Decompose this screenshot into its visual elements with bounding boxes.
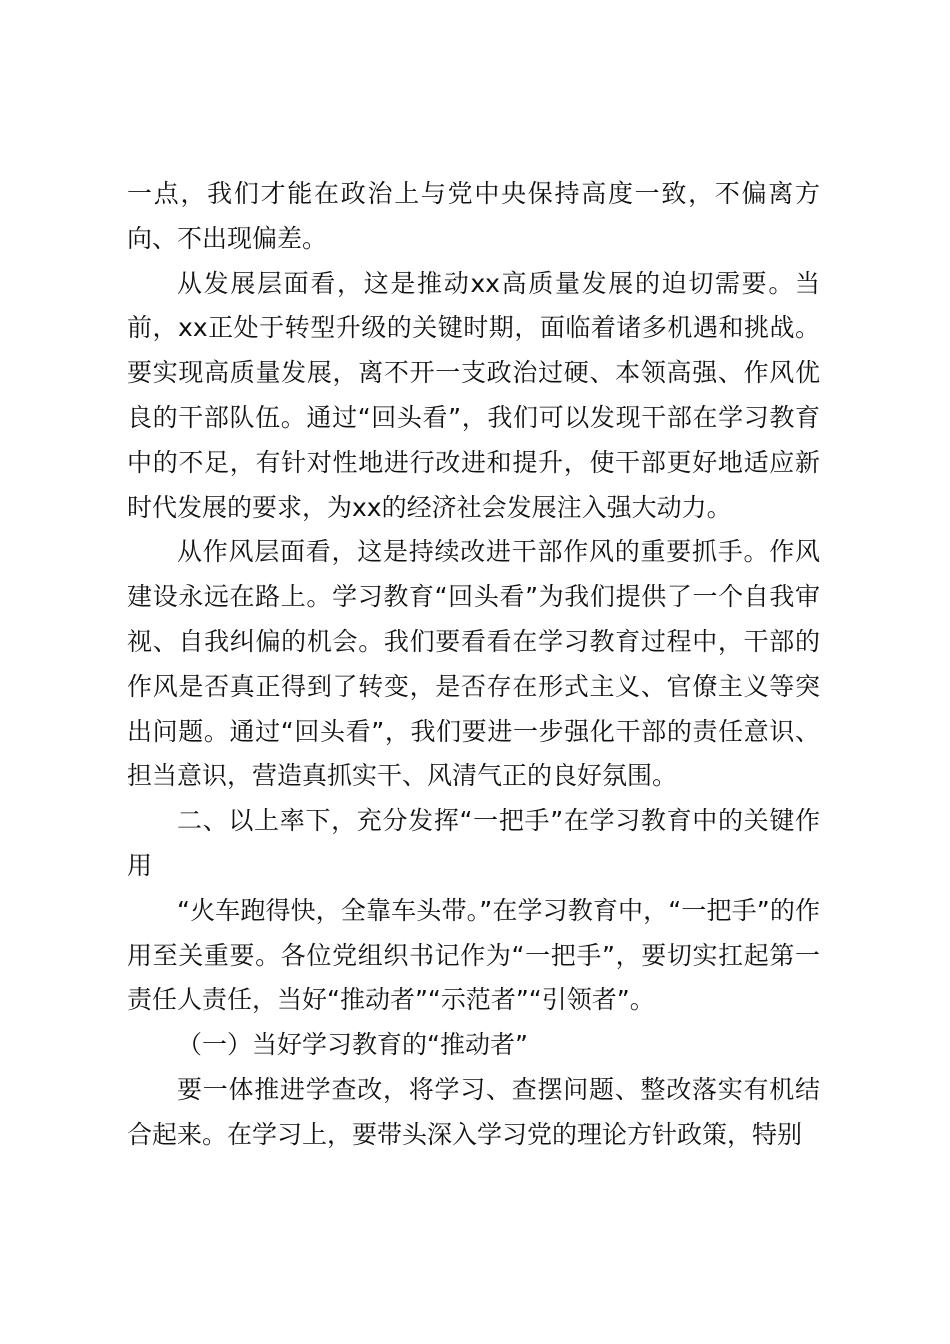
paragraph-study-check-correct: 要一体推进学查改，将学习、查摆问题、整改落实有机结合起来。在学习上，要带头深入学习党的理论方针政策，特别 <box>127 1074 820 1149</box>
section-heading-two: 二、以上率下，充分发挥“一把手”在学习教育中的关键作用 <box>127 806 820 880</box>
document-body <box>127 172 820 1158</box>
paragraph-leader-role: “火车跑得快，全靠车头带。”在学习教育中，“一把手”的作用至关重要。各位党组织书记作为“一把手”，要切实扛起第一责任人责任，当好“推动者”“示范者”“引领者”。 <box>127 895 820 1015</box>
paragraph-development: 从发展层面看，这是推动xx高质量发展的迫切需要。当前，xx正处于转型升级的关键时期，面临着诸多机遇和挑战。要实现高质量发展，离不开一支政治过硬、本领高强、作风优良的干部队伍。通过“回头看”，我们可以发现干部在学习教育中的不足，有针对性地进行改进和提升，使干部更好地适应新时代发展的要求，为xx的经济社会发展注入强大动力。 <box>127 268 820 522</box>
subsection-heading-one: （一）当好学习教育的“推动者” <box>177 1030 528 1060</box>
paragraph-work-style: 从作风层面看，这是持续改进干部作风的重要抓手。作风建设永远在路上。学习教育“回头看”为我们提供了一个自我审视、自我纠偏的机会。我们要看看在学习教育过程中，干部的作风是否真正得到了转变，是否存在形式主义、官僚主义等突出问题。通过“回头看”，我们要进一步强化干部的责任意识、担当意识，营造真抓实干、风清气正的良好氛围。 <box>127 537 820 791</box>
paragraph-continuation: 一点，我们才能在政治上与党中央保持高度一致，不偏离方向、不出现偏差。 <box>127 179 820 253</box>
